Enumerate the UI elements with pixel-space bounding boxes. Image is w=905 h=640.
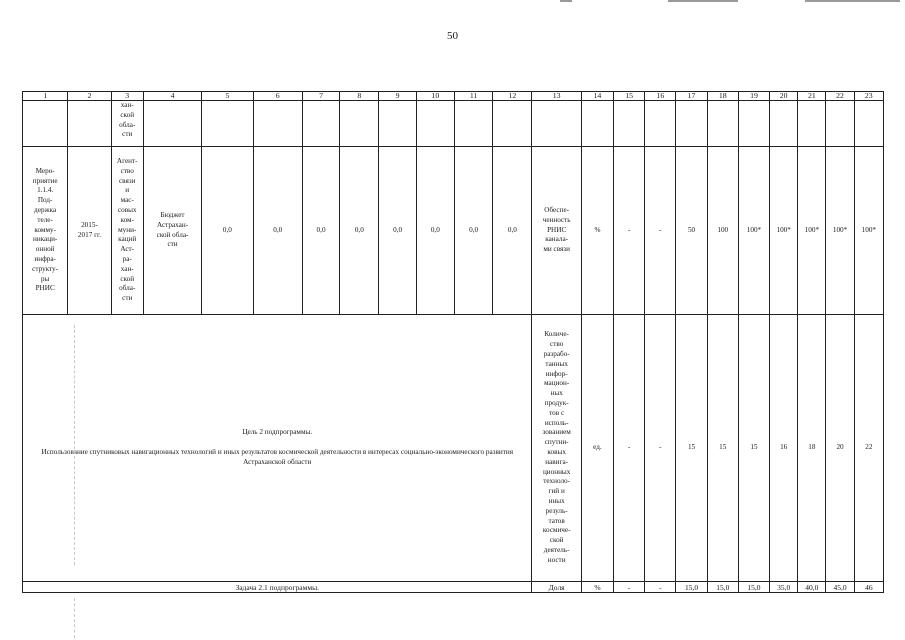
- indicator-value-cell: -: [614, 147, 645, 315]
- indicator-value-cell: 15,0: [738, 582, 769, 593]
- funding-value-cell: 0,0: [340, 147, 379, 315]
- indicator-value-cell: 46: [854, 582, 883, 593]
- empty-cell: [302, 101, 339, 147]
- empty-cell: [68, 101, 111, 147]
- indicator-value-cell: -: [614, 315, 645, 582]
- indicator-value-cell: 50: [676, 147, 707, 315]
- col-number: 19: [738, 92, 769, 101]
- empty-cell: [23, 101, 68, 147]
- period-cell: 2015- 2017 гг.: [68, 147, 111, 315]
- indicator-name-cell: Обеспе- ченность РНИС канала- ми связи: [532, 147, 581, 315]
- col-number: 1: [23, 92, 68, 101]
- col-number: 14: [581, 92, 613, 101]
- indicator-value-cell: -: [645, 147, 676, 315]
- indicator-value-cell: -: [645, 315, 676, 582]
- funding-value-cell: 0,0: [253, 147, 302, 315]
- empty-cell: [379, 101, 416, 147]
- empty-cell: [645, 101, 676, 147]
- indicator-value-cell: 16: [770, 315, 798, 582]
- col-number: 12: [493, 92, 532, 101]
- col-number: 23: [854, 92, 883, 101]
- empty-cell: [202, 101, 253, 147]
- col-number: 11: [454, 92, 492, 101]
- indicator-value-cell: -: [614, 582, 645, 593]
- empty-cell: [707, 101, 738, 147]
- indicator-value-cell: 100*: [798, 147, 826, 315]
- goal-title: Цель 2 подпрограммы.: [242, 428, 313, 437]
- task-title-cell: Задача 2.1 подпрограммы.: [23, 582, 532, 593]
- indicator-value-cell: 18: [798, 315, 826, 582]
- empty-cell: [770, 101, 798, 147]
- col-number: 10: [416, 92, 454, 101]
- unit-cell: %: [581, 147, 613, 315]
- goal-text: Использование спутниковых навигационных технологий и иных результатов космической деятельности в интересах социально-экономического развития Астраханской области: [41, 448, 514, 466]
- col-number: 20: [770, 92, 798, 101]
- executor-cell: хан- ской обла- сти: [111, 101, 143, 147]
- indicator-value-cell: 100*: [854, 147, 883, 315]
- funding-value-cell: 0,0: [302, 147, 339, 315]
- table-row-task-2-1: [23, 582, 884, 593]
- col-number: 5: [202, 92, 253, 101]
- scan-edge-mark: [668, 0, 738, 2]
- empty-cell: [416, 101, 454, 147]
- indicator-value-cell: 15,0: [676, 582, 707, 593]
- table-row-event-1-1-4: [23, 147, 884, 315]
- indicator-name-cell: Доля: [532, 582, 581, 593]
- indicator-value-cell: -: [645, 582, 676, 593]
- scan-edge-mark: [805, 0, 900, 2]
- scan-artifact-line: [74, 598, 75, 638]
- scan-artifact-line: [74, 325, 75, 565]
- goal-description-cell: [23, 315, 532, 582]
- empty-cell: [340, 101, 379, 147]
- empty-cell: [738, 101, 769, 147]
- indicator-value-cell: 15: [707, 315, 738, 582]
- table-row-goal-2: [23, 315, 884, 582]
- empty-cell: [614, 101, 645, 147]
- unit-cell: ед.: [581, 315, 613, 582]
- indicator-value-cell: 100*: [738, 147, 769, 315]
- funding-value-cell: 0,0: [454, 147, 492, 315]
- executor-cell: Агент- ство связи и мас- совых ком- муни- каций Аст- ра- хан- ской обла- сти: [111, 147, 143, 315]
- table-row-continuation: [23, 101, 884, 147]
- empty-cell: [253, 101, 302, 147]
- funding-value-cell: 0,0: [202, 147, 253, 315]
- indicator-value-cell: 100*: [770, 147, 798, 315]
- col-number: 8: [340, 92, 379, 101]
- column-number-row: [23, 92, 884, 101]
- col-number: 13: [532, 92, 581, 101]
- col-number: 4: [143, 92, 201, 101]
- indicator-value-cell: 35,0: [770, 582, 798, 593]
- page-number: 50: [447, 30, 458, 42]
- funding-value-cell: 0,0: [416, 147, 454, 315]
- scan-edge-mark: [560, 0, 572, 2]
- col-number: 6: [253, 92, 302, 101]
- empty-cell: [454, 101, 492, 147]
- indicator-value-cell: 15: [676, 315, 707, 582]
- empty-cell: [143, 101, 201, 147]
- col-number: 2: [68, 92, 111, 101]
- empty-cell: [532, 101, 581, 147]
- indicator-value-cell: 100*: [826, 147, 854, 315]
- col-number: 9: [379, 92, 416, 101]
- empty-cell: [798, 101, 826, 147]
- indicator-value-cell: 15: [738, 315, 769, 582]
- col-number: 15: [614, 92, 645, 101]
- funding-value-cell: 0,0: [379, 147, 416, 315]
- col-number: 16: [645, 92, 676, 101]
- col-number: 3: [111, 92, 143, 101]
- empty-cell: [493, 101, 532, 147]
- event-name-cell: Меро- приятие 1.1.4. Под- держка теле- комму- никаци- онной инфра- структу- ры РНИС: [23, 147, 68, 315]
- indicator-value-cell: 15,0: [707, 582, 738, 593]
- col-number: 18: [707, 92, 738, 101]
- empty-cell: [676, 101, 707, 147]
- indicator-value-cell: 20: [826, 315, 854, 582]
- indicator-value-cell: 22: [854, 315, 883, 582]
- empty-cell: [581, 101, 613, 147]
- indicator-value-cell: 40,0: [798, 582, 826, 593]
- funding-source-cell: Бюджет Астрахан- ской обла- сти: [143, 147, 201, 315]
- col-number: 21: [798, 92, 826, 101]
- indicator-value-cell: 45,0: [826, 582, 854, 593]
- empty-cell: [826, 101, 854, 147]
- col-number: 7: [302, 92, 339, 101]
- col-number: 22: [826, 92, 854, 101]
- program-table: [22, 91, 884, 593]
- col-number: 17: [676, 92, 707, 101]
- unit-cell: %: [581, 582, 613, 593]
- funding-value-cell: 0,0: [493, 147, 532, 315]
- indicator-value-cell: 100: [707, 147, 738, 315]
- empty-cell: [854, 101, 883, 147]
- indicator-name-cell: Количе- ство разрабо- танных инфор- мацион- ных продук- тов с исполь- зованием спутни- ковых навига- ционных техноло- гий и иных резуль- татов космиче- ской деятель- ности: [532, 315, 581, 582]
